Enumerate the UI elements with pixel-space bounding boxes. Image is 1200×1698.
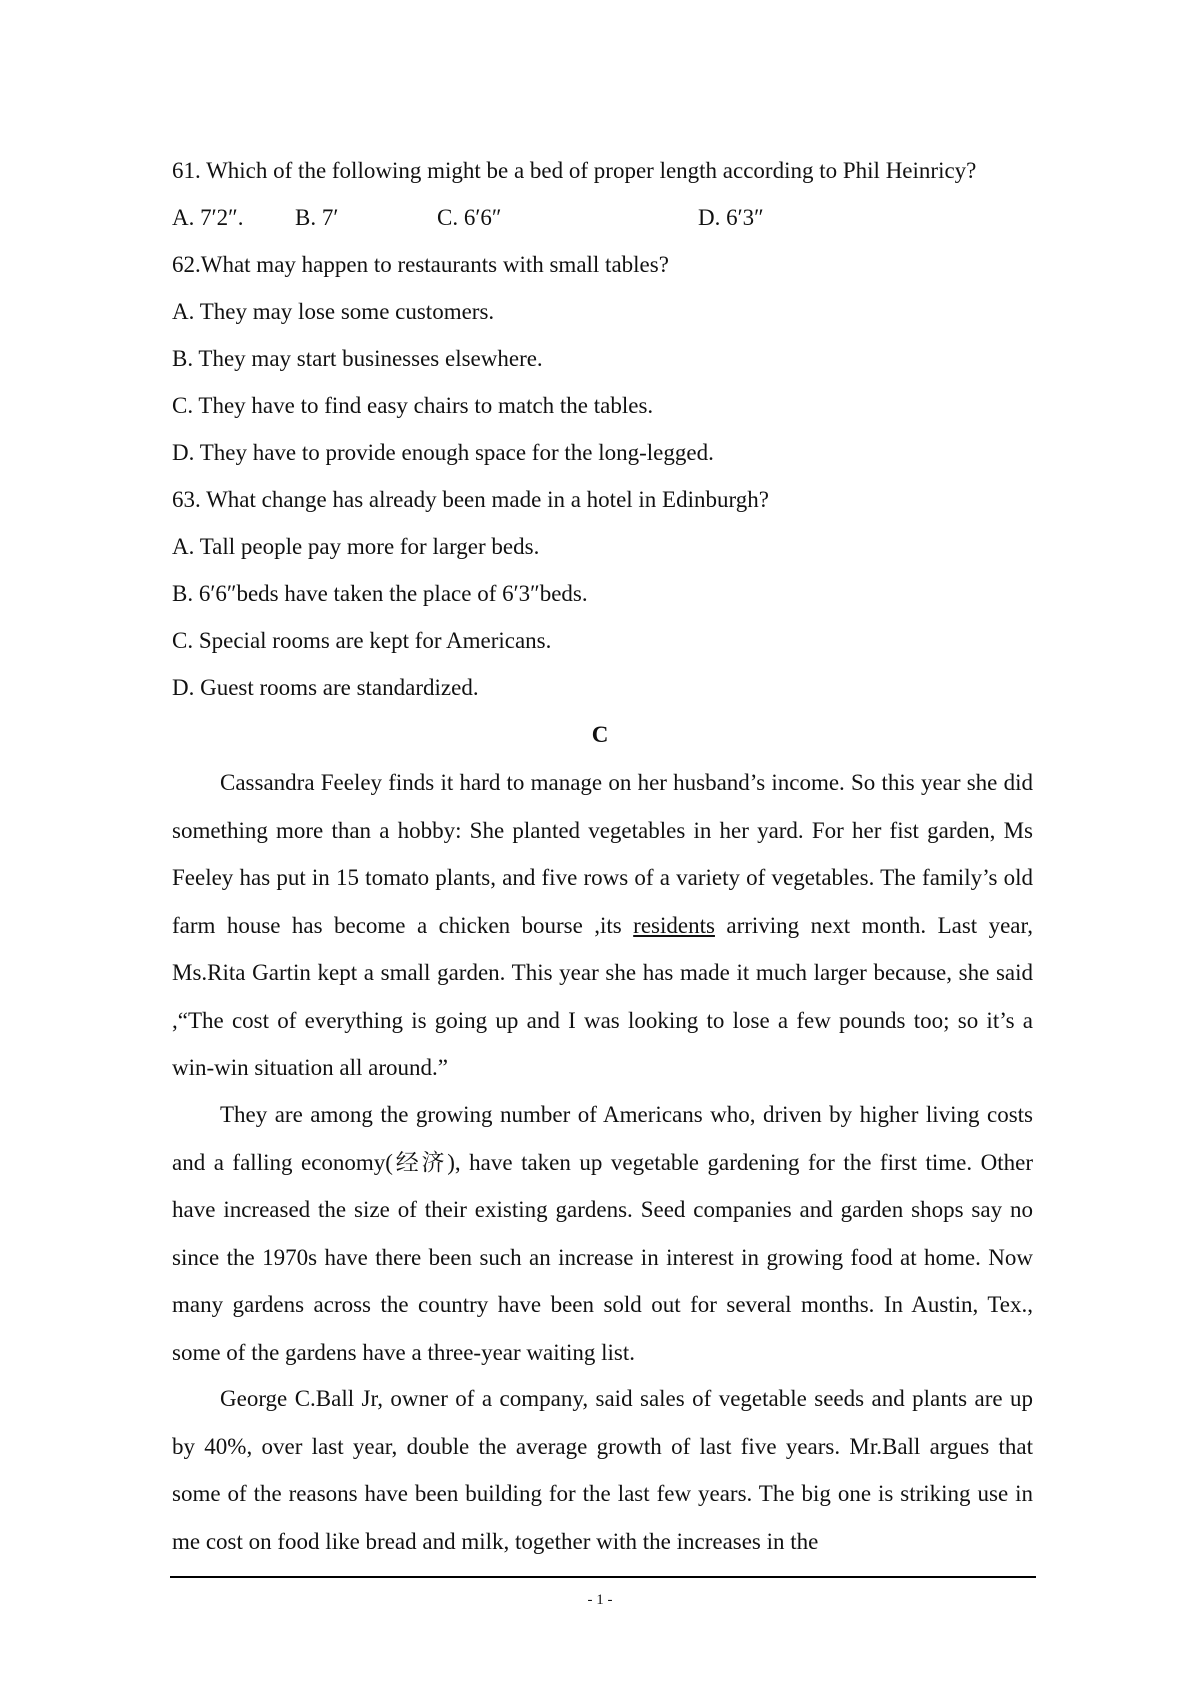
- question-62-option-a: A. They may lose some customers.: [172, 299, 495, 324]
- question-62-option-d: D. They have to provide enough space for the long-legged.: [172, 440, 714, 465]
- passage-paragraph-3: George C.Ball Jr, owner of a company, said sales of vegetable seeds and plants are up by 40%, over last year, double the average growth of last five years. Mr.Ball argues that some of the reasons have been building for the last few years. The big one is striking use in me cost on food like bread and milk, together with the increases in the: [172, 1386, 1033, 1554]
- question-63-option-b: B. 6′6″beds have taken the place of 6′3″beds.: [172, 581, 588, 606]
- question-63-stem: 63. What change has already been made in a hotel in Edinburgh?: [172, 487, 769, 512]
- footer-rule: [170, 1576, 1036, 1578]
- question-62-option-b: B. They may start businesses elsewhere.: [172, 346, 543, 371]
- question-61-option-c: C. 6′6″: [437, 205, 502, 230]
- question-61-option-a: A. 7′2″.: [172, 205, 244, 230]
- section-heading: C: [591, 722, 609, 747]
- question-61-option-b: B. 7′: [295, 205, 339, 230]
- page-number: - 1 -: [587, 1592, 613, 1608]
- paragraph-1-text-end: arriving next month. Last year, Ms.Rita Gartin kept a small garden. This year she has made it much larger because, she said ,“The cost of everything is going up and I was looking to lose a few pounds too; so it’s a win-win situation all around.”: [172, 912, 1033, 1080]
- question-63-option-d: D. Guest rooms are standardized.: [172, 675, 479, 700]
- passage-paragraph-2: They are among the growing number of Americans who, driven by higher living costs and a falling economy(经济), have taken up vegetable gardening for the first time. Other have increased the size of their existing gardens. Seed companies and garden shops say no since the 1970s have there been such an increase in interest in growing food at home. Now many gardens across the country have been sold out for several months. In Austin, Tex., some of the gardens have a three-year waiting list.: [172, 1102, 1033, 1365]
- paragraph-1-text-start: Cassandra Feeley finds it hard to manage on her husband’s income. So this year she did something more than a hobby: She planted vegetables in her yard. For her fist garden, Ms Feeley has put in 15 tomato plants, and five rows of a variety of vegetables. The family’s old farm house has become a chicken bourse ,its: [172, 770, 1033, 938]
- question-63-option-c: C. Special rooms are kept for Americans.: [172, 628, 552, 653]
- question-61-option-d: D. 6′3″: [698, 205, 764, 230]
- underlined-word-residents: residents: [633, 912, 715, 938]
- passage-paragraph-1: [172, 759, 1033, 1092]
- question-62-stem: 62.What may happen to restaurants with small tables?: [172, 252, 669, 277]
- question-62-option-c: C. They have to find easy chairs to match the tables.: [172, 393, 654, 418]
- question-63-option-a: A. Tall people pay more for larger beds.: [172, 534, 540, 559]
- question-61-stem: 61. Which of the following might be a bed of proper length according to Phil Heinricy?: [172, 158, 977, 183]
